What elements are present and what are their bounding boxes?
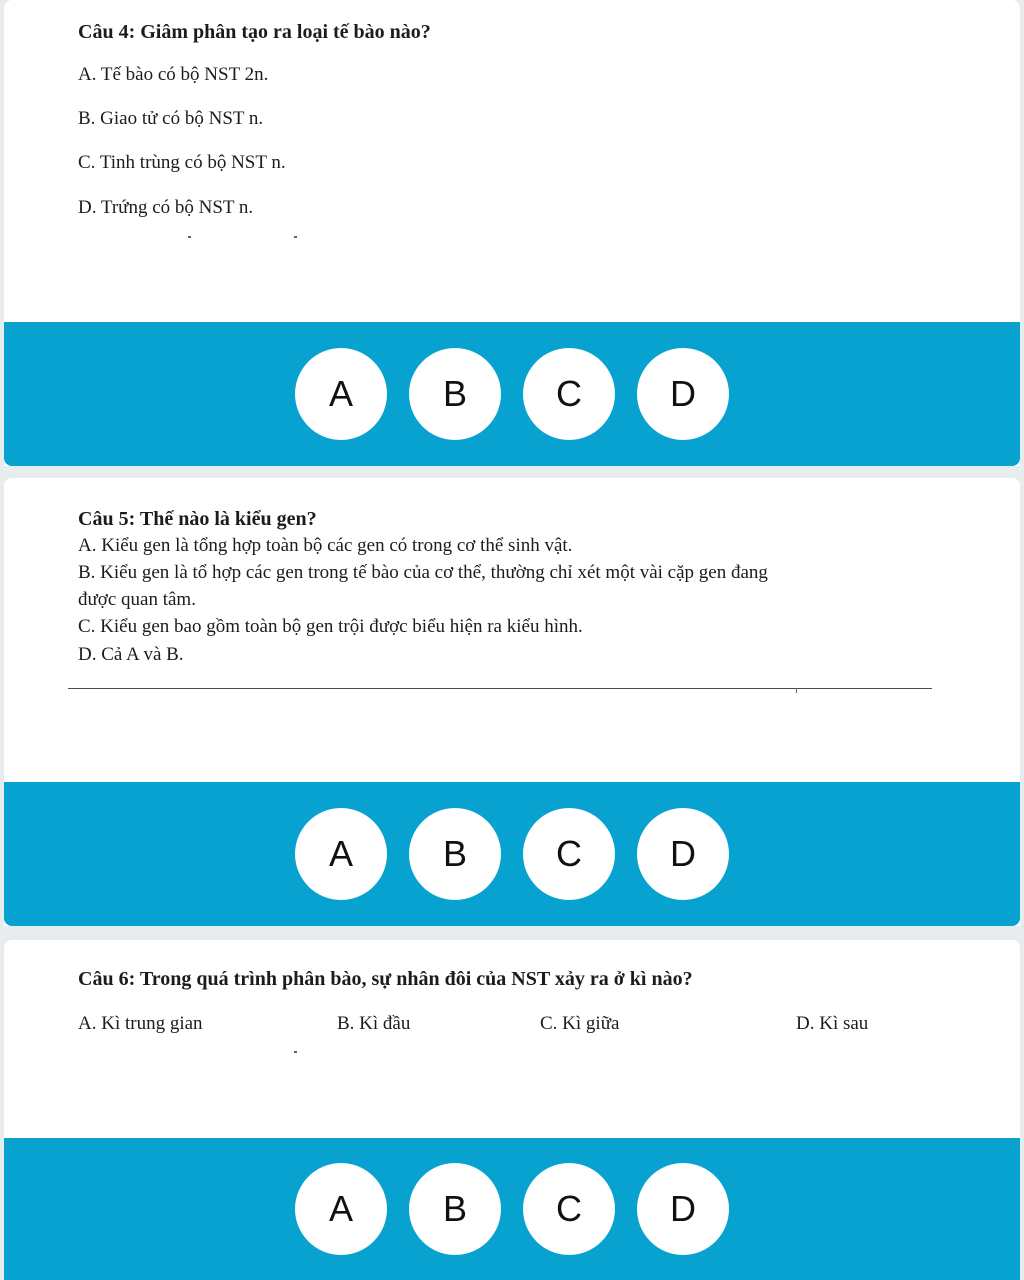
question-title: Câu 4: Giâm phân tạo ra loại tế bào nào? [78, 21, 431, 43]
answer-d-button[interactable]: D [637, 348, 729, 440]
option-d: D. Trứng có bộ NST n. [78, 197, 254, 218]
divider-line [68, 688, 932, 689]
answer-bar [4, 1138, 1020, 1280]
answer-d-button[interactable]: D [637, 1163, 729, 1255]
divider-tick [796, 688, 797, 693]
option-a: A. Tế bào có bộ NST 2n. [78, 64, 269, 85]
option-a: A. Kiểu gen là tổng hợp toàn bộ các gen có trong cơ thể sinh vật. [78, 535, 573, 556]
question-title: Câu 5: Thế nào là kiểu gen? [78, 508, 317, 530]
question-card-4 [4, 0, 1020, 466]
answer-c-button[interactable]: C [523, 348, 615, 440]
stray-mark [188, 236, 191, 238]
answer-a-button[interactable]: A [295, 808, 387, 900]
stray-mark [294, 236, 297, 238]
answer-c-button[interactable]: C [523, 1163, 615, 1255]
option-d: D. Kì sau [796, 1013, 869, 1034]
question-title: Câu 6: Trong quá trình phân bào, sự nhân đôi của NST xảy ra ở kì nào? [78, 968, 693, 990]
option-c: C. Kiểu gen bao gồm toàn bộ gen trội được biểu hiện ra kiểu hình. [78, 616, 583, 637]
question-card-5 [4, 478, 1020, 926]
option-b-continued: được quan tâm. [78, 589, 196, 610]
answer-bar [4, 322, 1020, 466]
stray-mark [294, 1051, 297, 1053]
option-b: B. Kiểu gen là tổ hợp các gen trong tế bào của cơ thể, thường chỉ xét một vài cặp gen đang [78, 562, 768, 583]
answer-b-button[interactable]: B [409, 808, 501, 900]
option-a: A. Kì trung gian [78, 1013, 203, 1034]
question-card-6 [4, 940, 1020, 1280]
answer-b-button[interactable]: B [409, 348, 501, 440]
answer-c-button[interactable]: C [523, 808, 615, 900]
option-c: C. Kì giữa [540, 1013, 620, 1034]
answer-b-button[interactable]: B [409, 1163, 501, 1255]
option-b: B. Kì đầu [337, 1013, 411, 1034]
answer-a-button[interactable]: A [295, 1163, 387, 1255]
option-b: B. Giao tử có bộ NST n. [78, 108, 264, 129]
answer-d-button[interactable]: D [637, 808, 729, 900]
answer-bar [4, 782, 1020, 926]
option-d: D. Cả A và B. [78, 644, 184, 665]
option-c: C. Tinh trùng có bộ NST n. [78, 152, 286, 173]
answer-a-button[interactable]: A [295, 348, 387, 440]
